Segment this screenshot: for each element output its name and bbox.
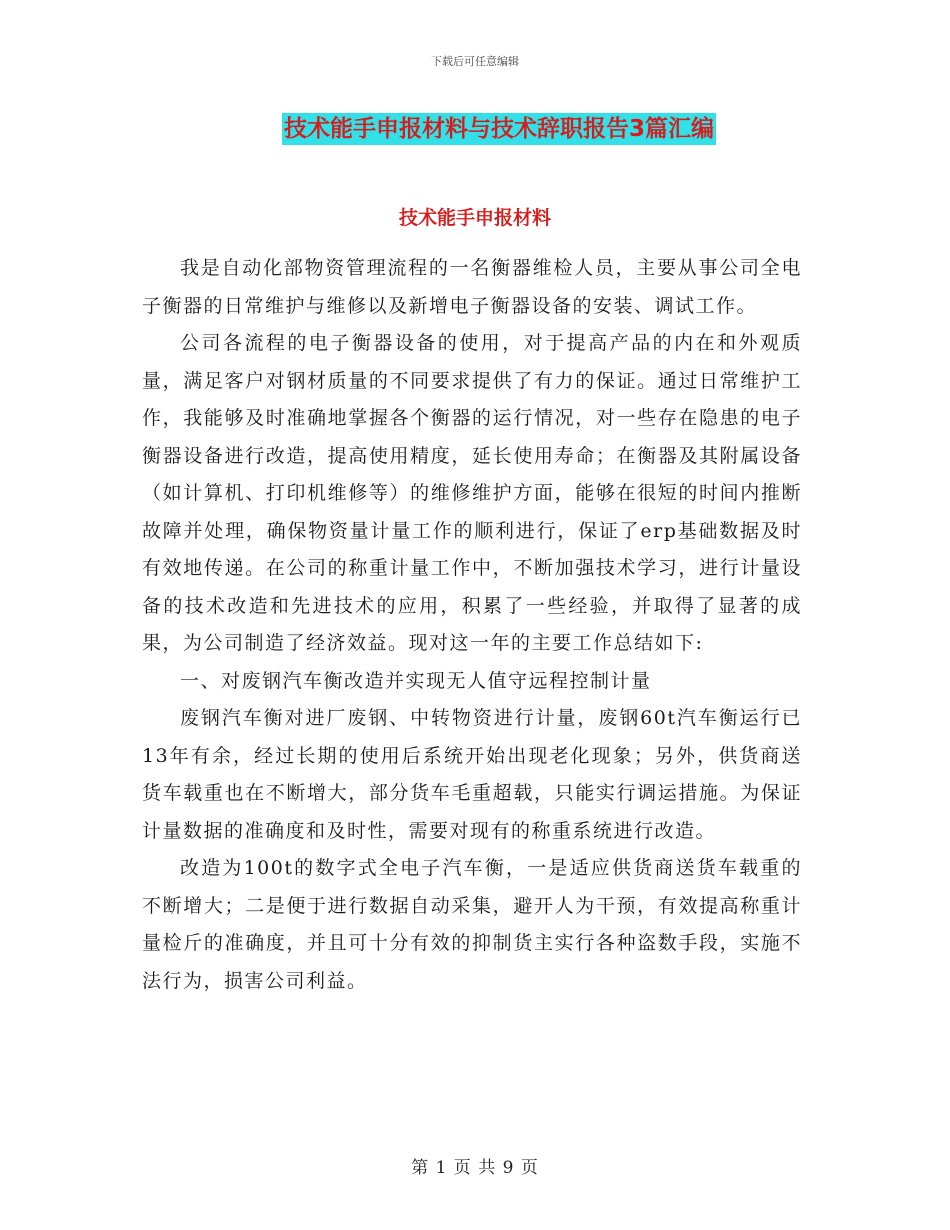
document-title: 技术能手申报材料与技术辞职报告3篇汇编: [282, 113, 716, 145]
paragraph: 废钢汽车衡对进厂废钢、中转物资进行计量，废钢60t汽车衡运行已13年有余，经过长期的使用后系统开始出现老化现象；另外，供货商送货车载重也在不断增大，部分货车毛重超载，只能实行调运措施。为保证计量数据的准确度和及时性，需要对现有的称重系统进行改造。: [142, 707, 802, 842]
paragraph-heading: 一、对废钢汽车衡改造并实现无人值守远程控制计量: [180, 669, 652, 692]
document-title-container: [0, 113, 950, 145]
page-number-footer: 第 1 页 共 9 页: [411, 1158, 539, 1178]
paragraph: 我是自动化部物资管理流程的一名衡器维检人员，主要从事公司全电子衡器的日常维护与维修以及新增电子衡器设备的安装、调试工作。: [142, 257, 802, 317]
document-body: [142, 250, 802, 1000]
paragraph: 改造为100t的数字式全电子汽车衡，一是适应供货商送货车载重的不断增大；二是便于进行数据自动采集，避开人为干预，有效提高称重计量检斤的准确度，并且可十分有效的抑制货主实行各种盗数手段，实施不法行为，损害公司利益。: [142, 857, 802, 992]
section-title: 技术能手申报材料: [398, 207, 551, 229]
paragraph: 公司各流程的电子衡器设备的使用，对于提高产品的内在和外观质量，满足客户对钢材质量的不同要求提供了有力的保证。通过日常维护工作，我能够及时准确地掌握各个衡器的运行情况，对一些存在隐患的电子衡器设备进行改造，提高使用精度，延长使用寿命；在衡器及其附属设备（如计算机、打印机维修等）的维修维护方面，能够在很短的时间内推断故障并处理，确保物资量计量工作的顺利进行，保证了erp基础数据及时有效地传递。在公司的称重计量工作中，不断加强技术学习，进行计量设备的技术改造和先进技术的应用，积累了一些经验，并取得了显著的成果，为公司制造了经济效益。现对这一年的主要工作总结如下:: [142, 332, 802, 654]
header-note: 下载后可任意编辑: [431, 55, 519, 68]
